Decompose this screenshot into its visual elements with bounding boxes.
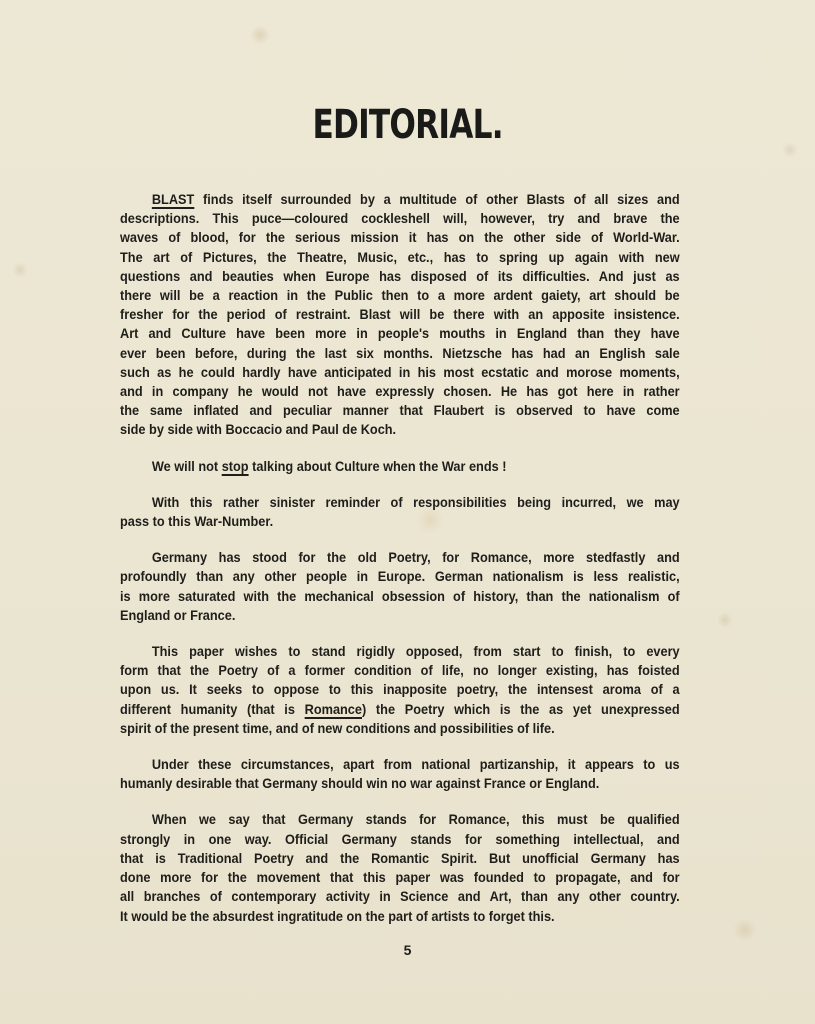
paragraph-6 bbox=[120, 755, 680, 793]
text-line: side by side with Boccacio and Paul de Koch. bbox=[120, 421, 397, 438]
paragraph-3 bbox=[120, 493, 680, 531]
text-line: When we say that Germany stands for Romance, this must be qualified bbox=[151, 811, 680, 828]
text-line: and in company he would not have expressly chosen. He has got here in rather bbox=[120, 383, 680, 400]
text-line: Germany has stood for the old Poetry, for Romance, more stedfastly and bbox=[151, 549, 680, 566]
text-line: ever been before, during the last six months. Nietzsche has had an English sale bbox=[120, 344, 680, 361]
text-line: is more saturated with the mechanical obsession of history, than the nationalism of bbox=[120, 587, 680, 604]
text-line: waves of blood, for the serious mission it has on the other side of World-War. bbox=[120, 229, 680, 246]
page-title: EDITORIAL. bbox=[312, 102, 503, 148]
blast-underlined: BLAST bbox=[151, 191, 195, 207]
text-line: fresher for the period of restraint. Blast will be there with an apposite insistence. bbox=[120, 306, 680, 323]
text-line: that is Traditional Poetry and the Romantic Spirit. But unofficial Germany has bbox=[120, 849, 680, 866]
text-line: This paper wishes to stand rigidly opposed, from start to finish, to every bbox=[151, 643, 680, 660]
text-line: all branches of contemporary activity in Science and Art, than any other country. bbox=[120, 888, 680, 905]
text-line: strongly in one way. Official Germany stands for something intellectual, and bbox=[120, 830, 680, 847]
paragraph-7 bbox=[120, 810, 680, 925]
text-line: different humanity (that is Romance) the Poetry which is the as yet unexpressed bbox=[120, 700, 680, 717]
text-line: spirit of the present time, and of new conditions and possibilities of life. bbox=[120, 719, 555, 736]
text-line: We will not stop talking about Culture when the War ends ! bbox=[151, 457, 507, 474]
text-line: such as he could hardly have anticipated in his most ecstatic and morose moments, bbox=[120, 363, 680, 380]
text-line: descriptions. This puce—coloured cockleshell will, however, try and brave the bbox=[120, 210, 680, 227]
text-line: Art and Culture have been more in people's mouths in England than they have bbox=[120, 325, 680, 342]
romance-underlined: Romance bbox=[304, 700, 362, 717]
text-line: The art of Pictures, the Theatre, Music, etc., has to spring up again with new bbox=[120, 248, 680, 265]
paragraph-5 bbox=[120, 642, 680, 738]
text-line: England or France. bbox=[120, 606, 236, 623]
text-line: upon us. It seeks to oppose to this inapposite poetry, the intensest aroma of a bbox=[120, 681, 680, 698]
paragraph-1 bbox=[120, 190, 680, 440]
text-line: questions and beauties when Europe has disposed of its difficulties. And just as bbox=[120, 267, 680, 284]
page-number: 5 bbox=[403, 942, 412, 958]
text-line: BLAST finds itself surrounded by a multitude of other Blasts of all sizes and bbox=[151, 191, 680, 207]
text-line: form that the Poetry of a former condition of life, no longer existing, has foisted bbox=[120, 662, 680, 679]
text-line: profoundly than any other people in Europe. German nationalism is less realistic, bbox=[120, 568, 680, 585]
stop-underlined: stop bbox=[221, 457, 249, 474]
text-line: Under these circumstances, apart from national partizanship, it appears to us bbox=[151, 756, 680, 773]
text-line: humanly desirable that Germany should win no war against France or England. bbox=[120, 775, 600, 792]
paragraph-4 bbox=[120, 548, 680, 625]
text-line: With this rather sinister reminder of responsibilities being incurred, we may bbox=[151, 493, 680, 510]
text-line: the same inflated and peculiar manner that Flaubert is observed to have come bbox=[120, 402, 680, 419]
text-line: pass to this War-Number. bbox=[120, 513, 274, 530]
editorial-body bbox=[120, 190, 680, 943]
text-line: done more for the movement that this paper was founded to propagate, and for bbox=[120, 869, 680, 886]
text-line: there will be a reaction in the Public then to a more ardent gaiety, art should be bbox=[120, 287, 680, 304]
paragraph-2 bbox=[120, 457, 680, 476]
text-line: It would be the absurdest ingratitude on the part of artists to forget this. bbox=[120, 907, 555, 924]
